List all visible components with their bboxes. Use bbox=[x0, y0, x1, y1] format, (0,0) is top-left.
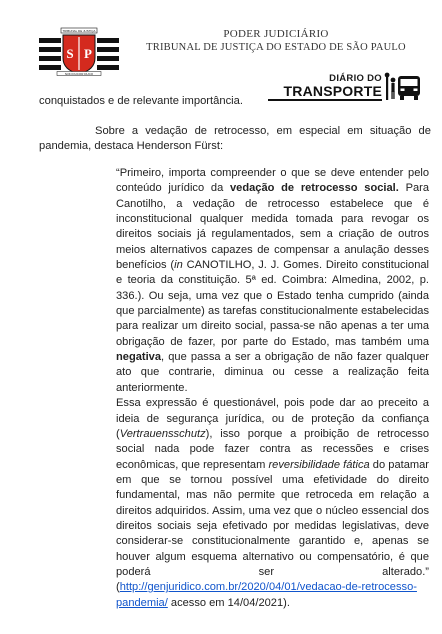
crest-motto-top: TRIBUNAL DE JUSTIÇA bbox=[62, 29, 96, 33]
logo-big-text: TRANSPORTE bbox=[283, 83, 382, 99]
crest-letter-s: S bbox=[66, 46, 74, 61]
quote-text: “Primeiro, importa compreender o que se deve entender pelo conteúdo jurídico da bbox=[116, 167, 429, 195]
tjsp-crest-icon bbox=[39, 26, 119, 76]
quote-italic-term: Vertrauensschutz bbox=[119, 427, 206, 440]
quote-italic-in: in bbox=[174, 259, 183, 272]
crest-motto-bottom: NON DUCOR DUCO bbox=[64, 71, 94, 76]
quote-bold-term: vedação de retrocesso social. bbox=[229, 182, 399, 195]
quote-text: do patamar em que se tornou possível uma efetividade do direito fundamental, mas não permite que retroceda em relação a direitos adquiridos. Assim, uma vez que o núcleo essencial dos direitos sociais seja efetivado por medidas legislativas, deve considerar-se constitucionalmente garantido e, apenas se houver algum esquema alternativo ou compensatório, é que poderá ser alterado.” bbox=[116, 458, 429, 578]
quote-text: , que passa a ser a obrigação de não fazer qualquer ato que contrarie, diminua ou cesse a realização feita anteriormente. bbox=[116, 351, 429, 394]
paragraph-continued: conquistados e de relevante importância. bbox=[39, 95, 243, 107]
quote-text: ), isso porque a proibição de retrocesso social nada pode fazer contra as recessões e crises econômicas, que representam bbox=[116, 427, 429, 471]
quote-paragraph-2 bbox=[116, 396, 429, 611]
quote-access-date: acesso em 14/04/2021). bbox=[167, 596, 290, 609]
block-quote bbox=[116, 166, 429, 611]
quote-italic-term: reversibilidade fática bbox=[268, 458, 370, 471]
header-judiciary: PODER JUDICIÁRIO bbox=[223, 28, 329, 40]
quote-bold-negativa: negativa bbox=[116, 351, 162, 364]
paragraph-intro-quote: Sobre a vedação de retrocesso, em especial em situação de pandemia, destaca Henderson Fürst: bbox=[39, 125, 431, 153]
crest-letter-p: P bbox=[84, 46, 92, 61]
quote-text: CANOTILHO, J. J. Gomes. Direito constitucional e teoria da constituição. 5ª ed. Coimbra: Almedina, 2002, p. 336.). Ou seja, uma vez que o Estado tenha cumprido (ainda que parcialmente) as tarefas constitucionalmente estabelecidas para realizar um direito social, passa-se não apenas a ter uma obrigação de fazer, por parte do Estado, mas também uma bbox=[116, 259, 430, 348]
quote-text: ( bbox=[116, 581, 120, 594]
court-header bbox=[130, 27, 422, 55]
quote-text: Para Canotilho, a vedação de retrocesso estabelece que é inconstitucional qualquer medida tomada para revogar os direitos sociais já regulamentados, sem a criação de outros meios alternativos capazes de compensar a anulação desses benefícios ( bbox=[116, 182, 430, 272]
quote-paragraph-1 bbox=[116, 166, 429, 396]
source-link[interactable]: http://genjuridico.com.br/2020/04/01/vedacao-de-retrocesso-pandemia/ bbox=[116, 581, 417, 609]
header-court-name: TRIBUNAL DE JUSTIÇA DO ESTADO DE SÃO PAULO bbox=[146, 42, 406, 53]
logo-small-text: DIÁRIO DO bbox=[329, 73, 382, 84]
quote-text: Essa expressão é questionável, pois pode dar ao preceito a ideia de segurança jurídica, ou de proteção da confiança ( bbox=[116, 397, 429, 440]
